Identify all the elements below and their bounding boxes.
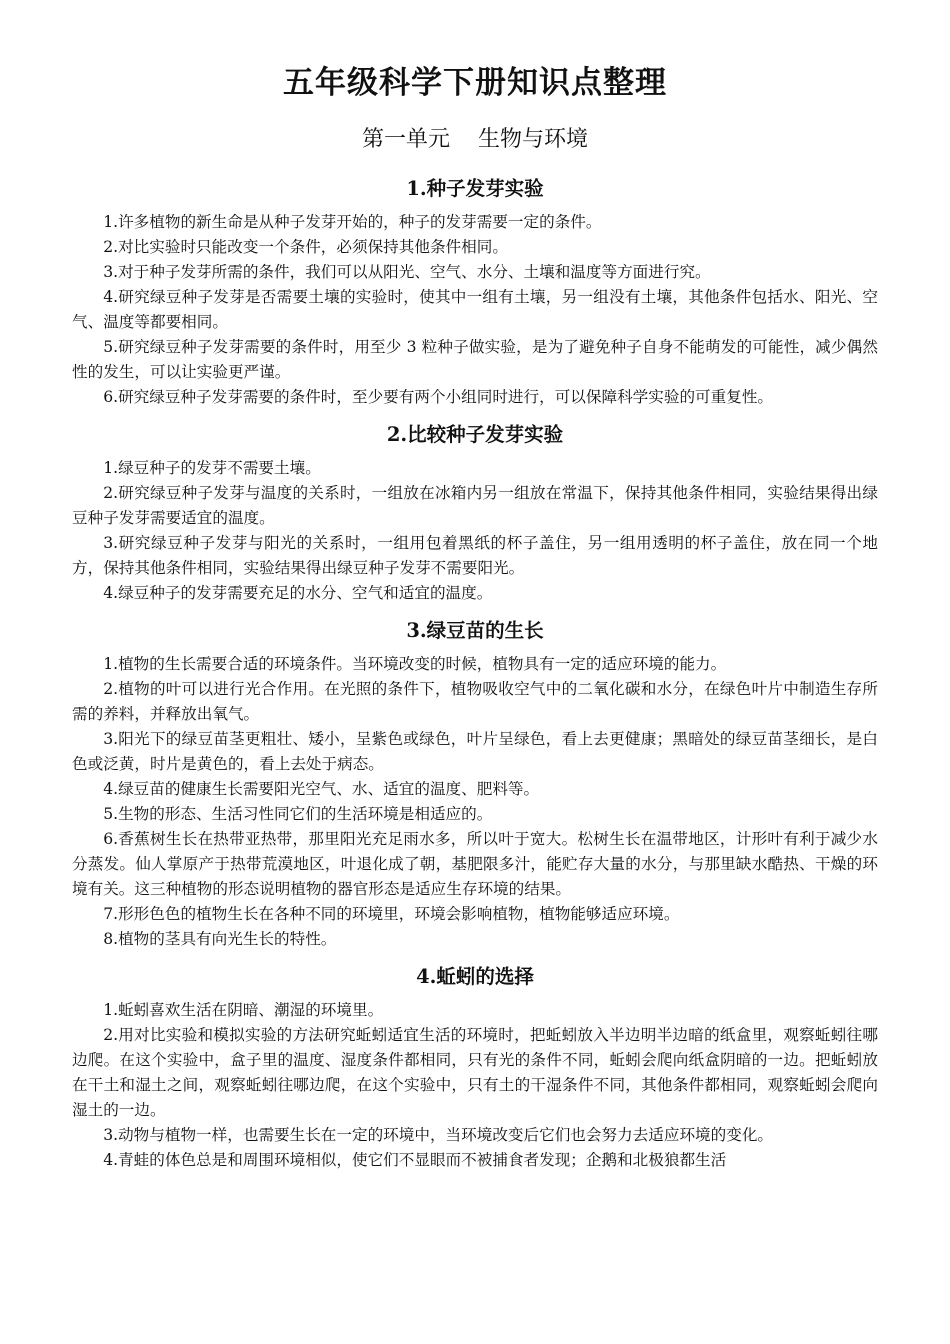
list-item: 2.用对比实验和模拟实验的方法研究蚯蚓适宜生活的环境时，把蚯蚓放入半边明半边暗的纸盒里，观察蚯蚓往哪边爬。在这个实验中，盒子里的温度、湿度条件都相同，只有光的条件不同，蚯蚓会爬向纸盒阴暗的一边。把蚯蚓放在干土和湿土之间，观察蚯蚓往哪边爬，在这个实验中，只有土的干湿条件不同，其他条件都相同，观察蚯蚓会爬向湿土的一边。 — [72, 1026, 878, 1119]
section-seedling-growth — [72, 610, 878, 952]
unit-title — [72, 120, 878, 160]
list-item: 5.生物的形态、生活习性同它们的生活环境是相适应的。 — [103, 805, 493, 823]
list-item: 3.对于种子发芽所需的条件，我们可以从阳光、空气、水分、土壤和温度等方面进行究。 — [103, 263, 711, 281]
section-heading: 2.比较种子发芽实验 — [386, 423, 564, 446]
list-item: 3.研究绿豆种子发芽与阳光的关系时，一组用包着黑纸的杯子盖住，另一组用透明的杯子盖住，放在同一个地方，保持其他条件相同，实验结果得出绿豆种子发芽不需要阳光。 — [72, 534, 878, 577]
section-heading: 1.种子发芽实验 — [406, 177, 544, 200]
list-item: 2.对比实验时只能改变一个条件，必须保持其他条件相同。 — [103, 238, 508, 256]
list-item: 4.研究绿豆种子发芽是否需要土壤的实验时，使其中一组有土壤，另一组没有土壤，其他条件包括水、阳光、空气、温度等都要相同。 — [72, 288, 878, 331]
list-item: 6.香蕉树生长在热带亚热带，那里阳光充足雨水多，所以叶于宽大。松树生长在温带地区，计形叶有利于减少水分蒸发。仙人掌原产于热带荒漠地区，叶退化成了朝，基肥限多汁，能贮存大量的水分，与那里缺水酷热、干燥的环境有关。这三种植物的形态说明植物的器官形态是适应生存环境的结果。 — [72, 830, 878, 898]
list-item: 4.绿豆苗的健康生长需要阳光空气、水、适宜的温度、肥料等。 — [103, 780, 540, 798]
list-item: 4.绿豆种子的发芽需要充足的水分、空气和适宜的温度。 — [103, 584, 493, 602]
unit-name: 生物与环境 — [478, 127, 589, 152]
list-item: 4.青蛙的体色总是和周围环境相似，使它们不显眼而不被捕食者发现；企鹅和北极狼都生活 — [103, 1151, 727, 1169]
list-item: 8.植物的茎具有向光生长的特性。 — [103, 930, 337, 948]
list-item: 1.植物的生长需要合适的环境条件。当环境改变的时候，植物具有一定的适应环境的能力。 — [103, 655, 727, 673]
document-page — [72, 56, 878, 1177]
list-item: 3.阳光下的绿豆苗茎更粗壮、矮小，呈紫色或绿色，叶片呈绿色，看上去更健康；黑暗处的绿豆苗茎细长，是白色或泛黄，时片是黄色的，看上去处于病态。 — [72, 730, 878, 773]
list-item: 1.绿豆种子的发芽不需要土壤。 — [103, 459, 321, 477]
section-heading: 3.绿豆苗的生长 — [406, 619, 544, 642]
list-item: 6.研究绿豆种子发芽需要的条件时，至少要有两个小组同时进行，可以保障科学实验的可重复性。 — [103, 388, 774, 406]
list-item: 3.动物与植物一样，也需要生长在一定的环境中，当环境改变后它们也会努力去适应环境的变化。 — [103, 1126, 774, 1144]
list-item: 7.形形色色的植物生长在各种不同的环境里，环境会影响植物，植物能够适应环境。 — [103, 905, 680, 923]
list-item: 5.研究绿豆种子发芽需要的条件时，用至少 3 粒种子做实验，是为了避免种子自身不能萌发的可能性，减少偶然性的发生，可以让实验更严谨。 — [72, 338, 878, 381]
list-item: 1.许多植物的新生命是从种子发芽开始的，种子的发芽需要一定的条件。 — [103, 213, 602, 231]
section-compare-germination — [72, 414, 878, 606]
section-heading: 4.蚯蚓的选择 — [416, 965, 534, 988]
section-seed-germination — [72, 168, 878, 410]
list-item: 2.研究绿豆种子发芽与温度的关系时，一组放在冰箱内另一组放在常温下，保持其他条件相同，实验结果得出绿豆种子发芽需要适宜的温度。 — [72, 484, 878, 527]
section-earthworm-choice — [72, 956, 878, 1173]
document-title: 五年级科学下册知识点整理 — [283, 65, 667, 101]
unit-label: 第一单元 — [361, 127, 450, 152]
list-item: 2.植物的叶可以进行光合作用。在光照的条件下，植物吸收空气中的二氧化碳和水分，在绿色叶片中制造生存所需的养料，并释放出氧气。 — [72, 680, 878, 723]
list-item: 1.蚯蚓喜欢生活在阴暗、潮湿的环境里。 — [103, 1001, 384, 1019]
